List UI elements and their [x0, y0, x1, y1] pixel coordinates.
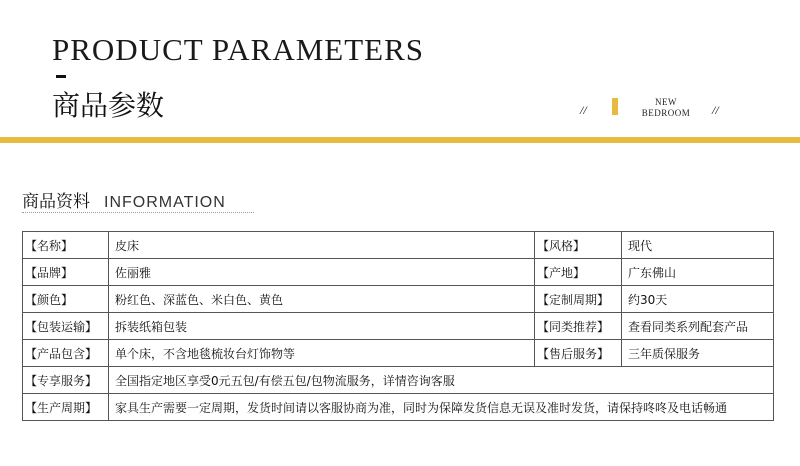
table-row: [23, 313, 774, 340]
badge-yellow-bar: [612, 98, 618, 115]
contents-value: 单个床，不含地毯梳妆台灯饰物等: [109, 340, 535, 367]
info-title-en: INFORMATION: [104, 194, 226, 211]
badge-line1: NEW: [655, 97, 677, 107]
table-row: [23, 394, 774, 421]
packing-label: 【包装运输】: [23, 313, 109, 340]
packing-value: 拆装纸箱包装: [109, 313, 535, 340]
table-row: [23, 286, 774, 313]
title-en: PRODUCT PARAMETERS: [52, 32, 425, 67]
badge-line2: BEDROOM: [641, 108, 691, 118]
after-sales-value: 三年质保服务: [622, 340, 774, 367]
production-label: 【生产周期】: [23, 394, 109, 421]
exclusive-value: 全国指定地区享受0元五包/有偿五包/包物流服务，详情咨询客服: [109, 367, 774, 394]
badge-slash-right: //: [712, 103, 719, 117]
contents-label: 【产品包含】: [23, 340, 109, 367]
name-label: 【名称】: [23, 232, 109, 259]
origin-value: 广东佛山: [622, 259, 774, 286]
info-dotted-underline: [22, 212, 254, 213]
gold-divider: [0, 137, 800, 143]
table-row: [23, 367, 774, 394]
style-value: 现代: [622, 232, 774, 259]
table-row: [23, 259, 774, 286]
production-value: 家具生产需要一定周期，发货时间请以客服协商为准，同时为保障发货信息无误及准时发货，请保持咚咚及电话畅通: [109, 394, 774, 421]
title-cn: 商品参数: [52, 89, 165, 122]
style-label: 【风格】: [535, 232, 622, 259]
table-row: [23, 340, 774, 367]
info-section-heading: [22, 187, 226, 212]
brand-label: 【品牌】: [23, 259, 109, 286]
name-value: 皮床: [109, 232, 535, 259]
color-label: 【颜色】: [23, 286, 109, 313]
after-sales-label: 【售后服务】: [535, 340, 622, 367]
color-value: 粉红色、深蓝色、米白色、黄色: [109, 286, 535, 313]
brand-value: 佐丽雅: [109, 259, 535, 286]
title-dash: [56, 75, 66, 78]
exclusive-label: 【专享服务】: [23, 367, 109, 394]
new-bedroom-badge: [634, 97, 698, 119]
similar-value[interactable]: 查看同类系列配套产品: [622, 313, 774, 340]
params-table: [22, 231, 774, 421]
table-row: [23, 232, 774, 259]
origin-label: 【产地】: [535, 259, 622, 286]
custom-cycle-label: 【定制周期】: [535, 286, 622, 313]
custom-cycle-value: 约30天: [622, 286, 774, 313]
similar-label: 【同类推荐】: [535, 313, 622, 340]
badge-slash-left: //: [580, 103, 587, 117]
info-title-cn: 商品资料: [22, 192, 90, 212]
